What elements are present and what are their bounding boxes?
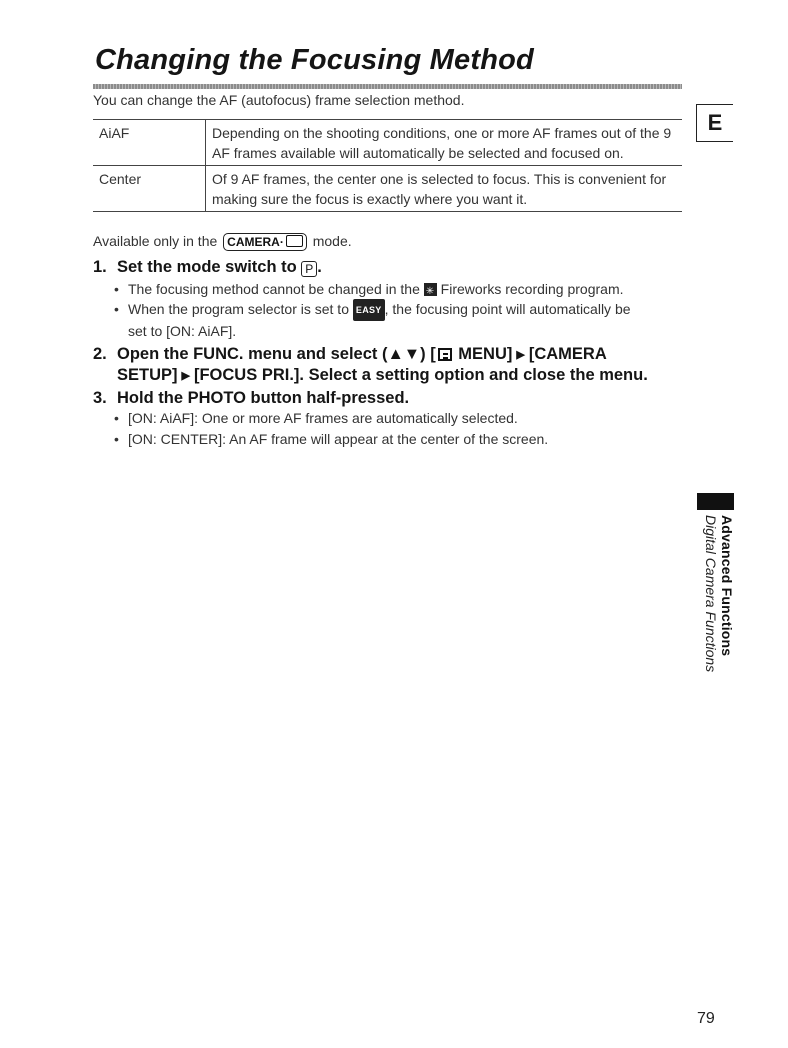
step-1: 1. Set the mode switch to P . xyxy=(93,258,322,276)
list-item: • When the program selector is set to EASY , the focusing point will automatically be set to [ON: AiAF]. xyxy=(114,301,631,339)
step-3: 3. Hold the PHOTO button half-pressed. xyxy=(93,389,410,407)
mode-description: Depending on the shooting conditions, one or more AF frames out of the 9 AF frames available will automatically be selected and focused on. xyxy=(212,125,672,161)
table-row xyxy=(93,120,682,166)
camera-mode-icon: CAMERA· xyxy=(223,233,307,251)
availability-note: Available only in the CAMERA· mode. xyxy=(93,233,352,249)
fireworks-icon xyxy=(424,283,437,296)
arrow-right-icon: ▶ xyxy=(516,349,525,361)
list-item: • [ON: CENTER]: An AF frame will appear at the center of the screen. xyxy=(114,431,549,447)
easy-mode-icon: EASY xyxy=(353,299,385,321)
af-mode-table xyxy=(93,119,682,212)
mode-description: Of 9 AF frames, the center one is selected to focus. This is convenient for making sure the focus is exactly where you want it. xyxy=(212,171,667,207)
section-title: Advanced Functions xyxy=(719,515,735,657)
intro-text: You can change the AF (autofocus) frame selection method. xyxy=(93,92,465,108)
step-2: 2. Open the FUNC. menu and select (▲▼) [ MENU] ▶ [CAMERA SETUP] ▶ [FOCUS PRI.]. Select a setting option and close the menu. xyxy=(93,345,648,384)
section-marker xyxy=(697,493,734,510)
section-label xyxy=(697,515,737,685)
title-rule xyxy=(93,84,682,89)
mode-name: AiAF xyxy=(93,120,206,166)
page-title: Changing the Focusing Method xyxy=(95,44,534,76)
program-mode-icon: P xyxy=(301,261,317,277)
subsection-title: Digital Camera Functions xyxy=(703,515,719,673)
list-item: • The focusing method cannot be changed in the ✳ Fireworks recording program. xyxy=(114,279,624,299)
table-row xyxy=(93,166,682,212)
arrow-right-icon: ▶ xyxy=(181,370,190,382)
menu-icon xyxy=(438,348,452,361)
page-number: 79 xyxy=(697,1010,715,1027)
language-tab: E xyxy=(696,104,733,142)
mode-name: Center xyxy=(93,166,206,212)
list-item: • [ON: AiAF]: One or more AF frames are automatically selected. xyxy=(114,410,518,426)
